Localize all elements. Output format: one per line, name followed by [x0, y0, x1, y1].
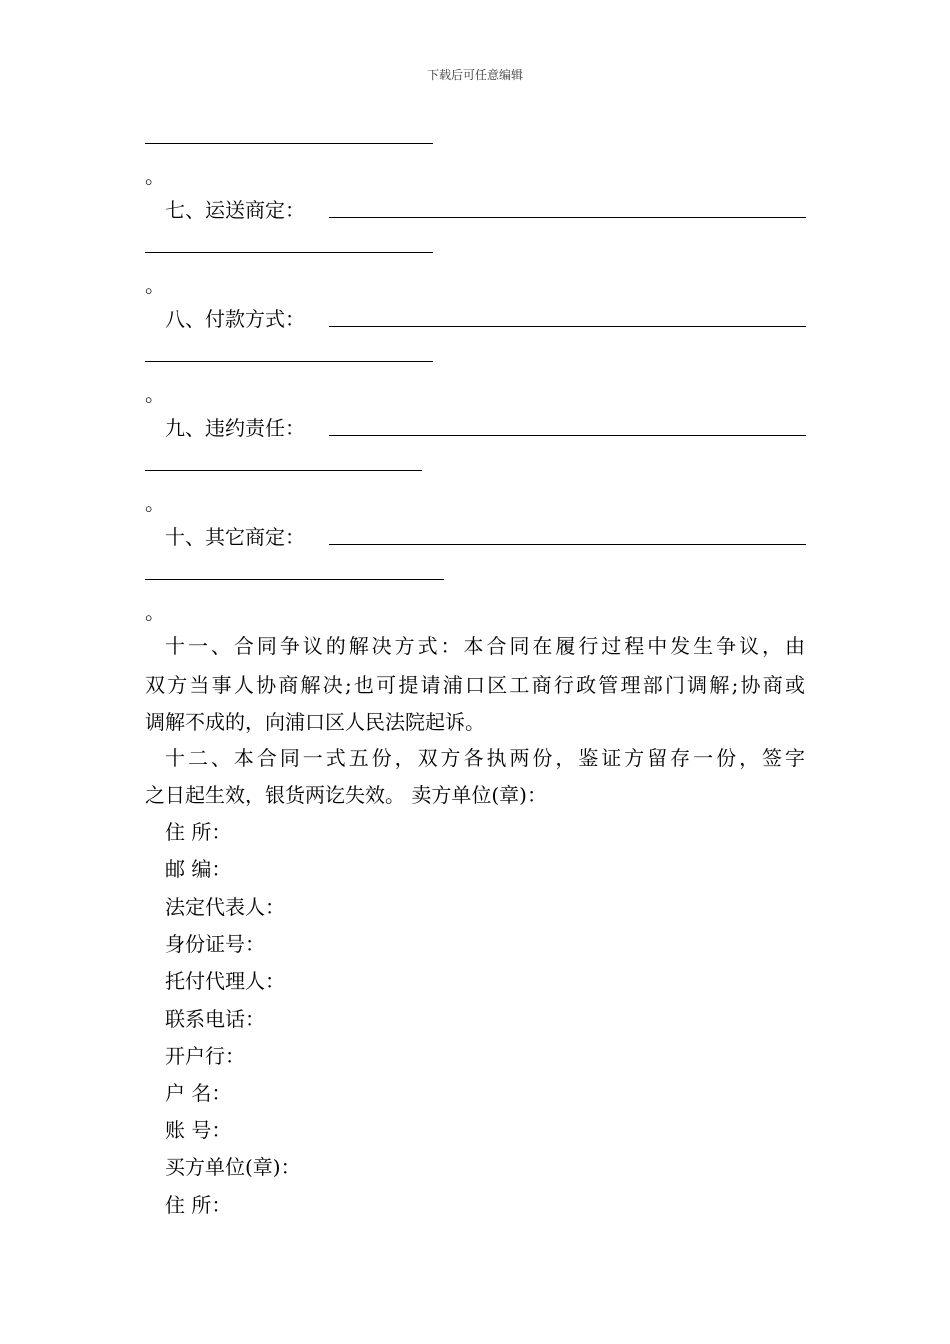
blank-line-continuation: [145, 143, 433, 144]
clause-8-label: 八、付款方式：: [165, 307, 305, 331]
seller-address-field: 住 所：: [165, 820, 232, 844]
clause-12-line-2: 之日起生效，银货两讫失效。 卖方单位(章)：: [145, 783, 547, 807]
clause-9-label: 九、违约责任：: [165, 416, 305, 440]
clause-10-blank-line-2: [145, 579, 444, 580]
buyer-address-field: 住 所：: [165, 1193, 232, 1217]
seller-agent-field: 托付代理人：: [165, 969, 285, 993]
seller-phone-field: 联系电话：: [165, 1007, 265, 1031]
clause-10-label: 十、其它商定：: [165, 525, 305, 549]
seller-postcode-field: 邮 编：: [165, 857, 232, 881]
clause-11-line-1: 十一、合同争议的解决方式：本合同在履行过程中发生争议，由: [165, 634, 805, 658]
clause-9-blank-line-2: [145, 470, 422, 471]
seller-id-number-field: 身份证号：: [165, 932, 265, 956]
clause-11-line-3: 调解不成的，向浦口区人民法院起诉。: [145, 710, 485, 734]
clause-11-line-2: 双方当事人协商解决;也可提请浦口区工商行政管理部门调解;协商或: [145, 673, 805, 697]
page-header-note: 下载后可任意编辑: [426, 68, 523, 82]
clause-10-blank-line-1: [329, 544, 806, 545]
period-mark: 。: [145, 164, 165, 188]
buyer-unit-field: 买方单位(章)：: [165, 1155, 301, 1179]
period-mark: 。: [145, 382, 165, 406]
period-mark: 。: [145, 273, 165, 297]
clause-12-line-1: 十二、本合同一式五份，双方各执两份，鉴证方留存一份，签字: [165, 746, 805, 770]
clause-7-blank-line-1: [329, 217, 806, 218]
clause-7-blank-line-2: [145, 252, 433, 253]
clause-8-blank-line-1: [329, 326, 806, 327]
clause-9-blank-line-1: [329, 435, 806, 436]
clause-7-label: 七、运送商定：: [165, 198, 305, 222]
seller-account-name-field: 户 名：: [165, 1081, 232, 1105]
seller-account-number-field: 账 号：: [165, 1118, 232, 1142]
clause-8-blank-line-2: [145, 361, 433, 362]
period-mark: 。: [145, 600, 165, 624]
seller-bank-field: 开户行：: [165, 1044, 245, 1068]
period-mark: 。: [145, 491, 165, 515]
seller-legal-rep-field: 法定代表人：: [165, 895, 285, 919]
